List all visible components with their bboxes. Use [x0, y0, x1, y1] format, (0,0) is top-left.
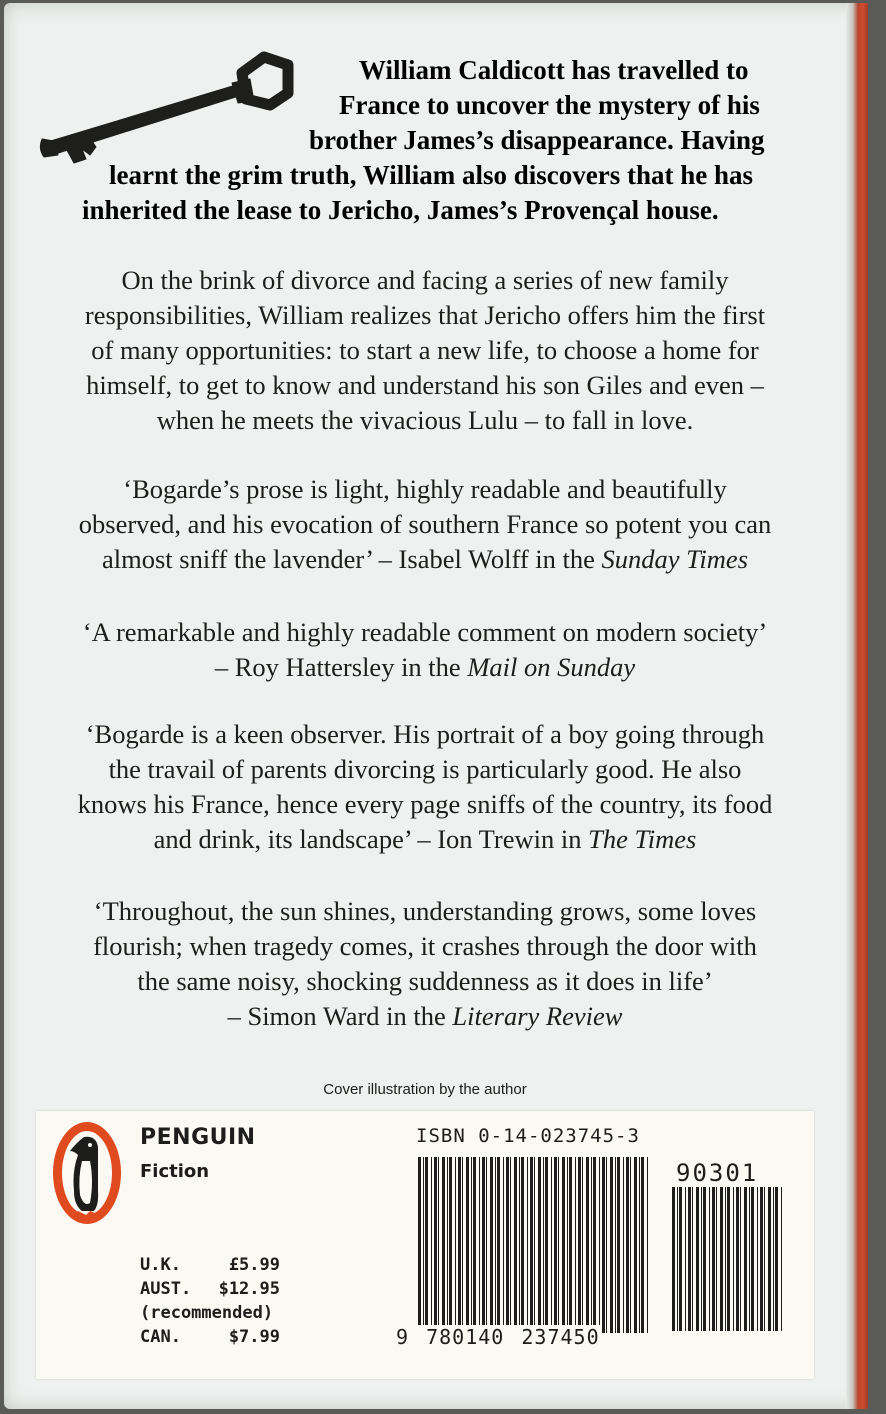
barcode-bar — [593, 1157, 596, 1333]
barcode-bar — [530, 1157, 533, 1333]
barcode-bar — [486, 1157, 487, 1333]
barcode-bar — [558, 1157, 559, 1333]
synopsis-line: himself, to get to know and understand his son Giles and even – — [86, 370, 764, 400]
barcode-bar — [727, 1187, 730, 1331]
barcode-bar — [514, 1157, 517, 1333]
barcode-bar — [434, 1157, 437, 1333]
isbn-number: ISBN 0-14-023745-3 — [416, 1125, 640, 1147]
barcode-bar — [768, 1187, 771, 1331]
barcode-bar — [679, 1187, 682, 1331]
review-line: knows his France, hence every page sniffs of the country, its food — [77, 789, 773, 819]
barcode-bar — [447, 1157, 448, 1333]
barcode-bar — [736, 1187, 739, 1331]
synopsis-line: of many opportunities: to start a new life, to choose a home for — [91, 335, 759, 365]
book-back-cover — [4, 3, 868, 1409]
review-source: Literary Review — [452, 1001, 623, 1031]
ean-left-digits: 780140 — [426, 1325, 505, 1349]
barcode-bar — [709, 1187, 710, 1331]
barcode-bar — [712, 1187, 715, 1331]
barcode-bar — [506, 1157, 509, 1333]
barcode-bar — [562, 1157, 565, 1333]
barcode-bar — [617, 1157, 620, 1333]
barcode-bar — [703, 1187, 706, 1331]
review-line: observed, and his evocation of southern France so potent you can — [78, 509, 772, 539]
review-line: and drink, its landscape’ – Ion Trewin in — [153, 824, 589, 854]
synopsis — [4, 263, 846, 438]
barcode-bar — [639, 1157, 640, 1333]
synopsis-line: On the brink of divorce and facing a series of new family — [121, 265, 729, 295]
review-quote — [4, 894, 846, 1034]
price-row — [140, 1277, 280, 1301]
barcode-bar — [696, 1187, 699, 1331]
barcode-bar — [497, 1157, 500, 1333]
barcode-bar — [775, 1187, 778, 1331]
review-attribution — [4, 542, 846, 577]
price-value: $7.99 — [228, 1327, 280, 1347]
barcode-bar — [672, 1187, 675, 1331]
barcode-bar — [677, 1187, 678, 1331]
barcode-bar — [473, 1157, 476, 1333]
barcode-bar — [567, 1157, 568, 1333]
barcode-bar — [482, 1157, 485, 1333]
barcode-bar — [471, 1157, 472, 1333]
barcode-bar — [744, 1187, 747, 1331]
blurb-line: inherited the lease to Jericho, James’s Provençal house. — [82, 195, 719, 225]
barcode-bar — [431, 1157, 432, 1333]
review-line: – Roy Hattersley in the — [214, 652, 468, 682]
review-line: ‘Bogarde is a keen observer. His portrait of a boy going through — [85, 719, 765, 749]
barcode-bar — [458, 1157, 461, 1333]
review-line: flourish; when tragedy comes, it crashes through the door with — [93, 931, 757, 961]
review-line: ‘Throughout, the sun shines, understanding grows, some loves — [93, 896, 757, 926]
barcode-bar — [757, 1187, 758, 1331]
barcode-addon-number: 90301 — [676, 1159, 759, 1187]
barcode-bar — [527, 1157, 528, 1333]
barcode-bar — [554, 1157, 557, 1333]
barcode-bar — [418, 1157, 421, 1333]
barcode-bar — [749, 1187, 750, 1331]
barcode-bar — [626, 1157, 629, 1333]
publisher-panel — [36, 1111, 814, 1379]
barcode-bar — [423, 1157, 424, 1333]
price-label: CAN. — [140, 1327, 181, 1347]
barcode-bar — [615, 1157, 616, 1333]
synopsis-line: when he meets the vivacious Lulu – to fall in love. — [156, 405, 694, 435]
barcode-bar — [455, 1157, 456, 1333]
addon-barcode — [672, 1187, 786, 1331]
barcode-bar — [773, 1187, 774, 1331]
price-list — [140, 1253, 280, 1349]
book-category: Fiction — [140, 1161, 210, 1182]
review-line: ‘A remarkable and highly readable comment on modern society’ — [82, 617, 768, 647]
review-source: Sunday Times — [601, 544, 749, 574]
blurb-line: brother James’s disappearance. Having — [309, 125, 765, 155]
barcode-bar — [781, 1187, 782, 1331]
review-line: the travail of parents divorcing is particularly good. He also — [108, 754, 742, 784]
barcode-bar — [716, 1187, 717, 1331]
spine-edge — [846, 3, 868, 1409]
review-line: ‘Bogarde’s prose is light, highly readable and beautifully — [123, 474, 727, 504]
review-line: – Simon Ward in the — [227, 1001, 453, 1031]
barcode-bar — [449, 1157, 452, 1333]
price-value: £5.99 — [228, 1255, 280, 1275]
price-row — [140, 1325, 280, 1349]
barcode-bar — [641, 1157, 644, 1333]
barcode-bar — [510, 1157, 511, 1333]
barcode-bar — [543, 1157, 544, 1333]
synopsis-line: responsibilities, William realizes that Jericho offers him the first — [84, 300, 766, 330]
barcode-bar — [503, 1157, 504, 1333]
price-label: AUST. — [140, 1279, 192, 1299]
publisher-name: PENGUIN — [140, 1125, 256, 1150]
barcode-bar — [740, 1187, 741, 1331]
barcode-bar — [630, 1157, 631, 1333]
cover-credit: Cover illustration by the author — [323, 1081, 527, 1098]
penguin-logo-icon — [52, 1121, 122, 1225]
barcode-bar — [720, 1187, 723, 1331]
barcode-bar — [599, 1157, 600, 1333]
barcode-bar — [521, 1157, 524, 1333]
barcode-bar — [490, 1157, 493, 1333]
barcode-bar — [602, 1157, 605, 1333]
barcode-bar — [701, 1187, 702, 1331]
barcode-bar — [479, 1157, 480, 1333]
barcode-bar — [751, 1187, 754, 1331]
ean-barcode — [418, 1157, 650, 1333]
barcode-bar — [582, 1157, 583, 1333]
review-attribution — [4, 822, 846, 857]
price-value: $12.95 — [218, 1279, 280, 1299]
barcode-bar — [538, 1157, 541, 1333]
barcode-bar — [606, 1157, 607, 1333]
barcode-bar — [688, 1187, 691, 1331]
price-label: (recommended) — [140, 1303, 274, 1323]
review-attribution — [4, 999, 846, 1034]
barcode-bar — [733, 1187, 734, 1331]
barcode-bar — [623, 1157, 624, 1333]
barcode-bar — [591, 1157, 592, 1333]
review-quote — [4, 615, 846, 685]
barcode-bar — [495, 1157, 496, 1333]
review-quote — [4, 717, 846, 857]
key-illustration — [36, 43, 306, 173]
blurb-line: France to uncover the mystery of his — [339, 90, 760, 120]
barcode-bar — [534, 1157, 535, 1333]
barcode-bar — [634, 1157, 637, 1333]
ean-digits — [394, 1325, 602, 1349]
review-line: almost sniff the lavender’ – Isabel Wolff in the — [101, 544, 602, 574]
barcode-bar — [764, 1187, 765, 1331]
ean-right-digits: 237450 — [521, 1325, 600, 1349]
review-quote — [4, 472, 846, 577]
barcode-bar — [438, 1157, 439, 1333]
barcode-bar — [610, 1157, 613, 1333]
barcode-bar — [586, 1157, 589, 1333]
review-source: The Times — [588, 824, 697, 854]
barcode-bar — [569, 1157, 572, 1333]
barcode-bar — [551, 1157, 552, 1333]
blurb-line: learnt the grim truth, William also discovers that he has — [109, 160, 753, 190]
barcode-bar — [692, 1187, 693, 1331]
review-attribution — [4, 650, 846, 685]
barcode-bar — [685, 1187, 686, 1331]
barcode-bar — [575, 1157, 576, 1333]
barcode-bar — [425, 1157, 428, 1333]
price-label: U.K. — [140, 1255, 181, 1275]
blurb-line: William Caldicott has travelled to — [359, 55, 749, 85]
price-row — [140, 1253, 280, 1277]
barcode-bar — [578, 1157, 581, 1333]
barcode-bar — [442, 1157, 445, 1333]
review-source: Mail on Sunday — [467, 652, 636, 682]
barcode-bar — [466, 1157, 469, 1333]
barcode-bar — [519, 1157, 520, 1333]
barcode-bar — [725, 1187, 726, 1331]
price-row — [140, 1301, 280, 1325]
barcode-bar — [545, 1157, 548, 1333]
barcode-bar — [647, 1157, 648, 1333]
ean-lead-digit: 9 — [396, 1325, 410, 1349]
barcode-bar — [760, 1187, 763, 1331]
barcode-bar — [462, 1157, 463, 1333]
review-line: the same noisy, shocking suddenness as it does in life’ — [137, 966, 713, 996]
